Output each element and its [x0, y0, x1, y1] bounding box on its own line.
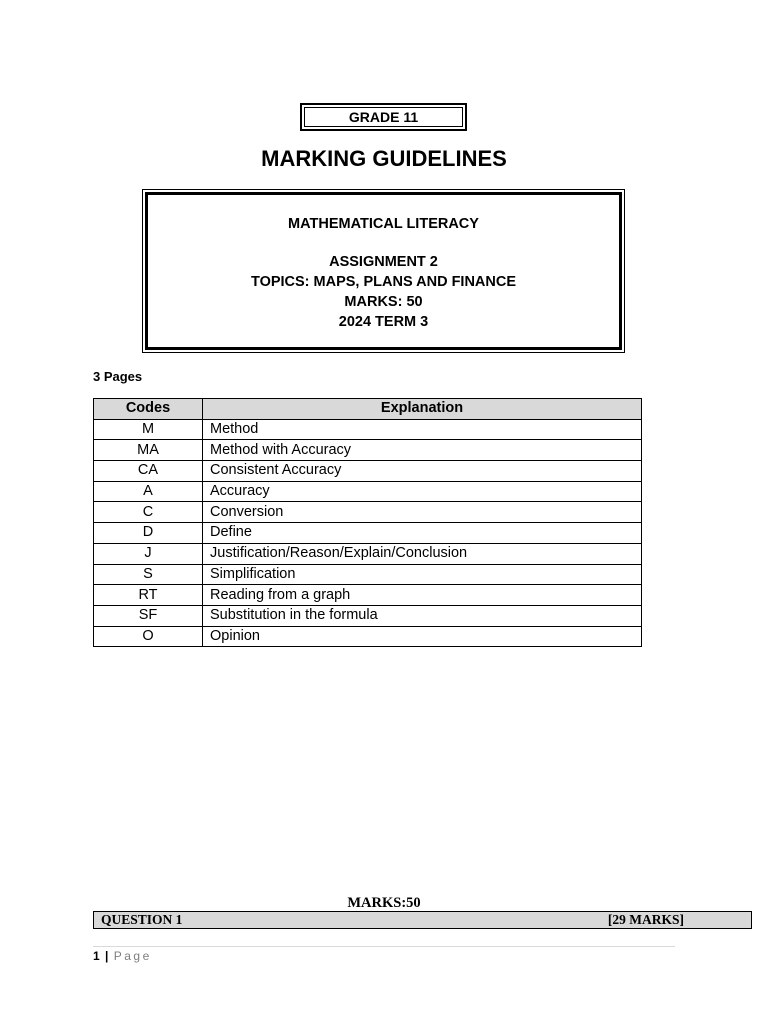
table-row [94, 605, 642, 626]
code-cell: S [94, 564, 203, 585]
assignment-label: ASSIGNMENT 2 [329, 254, 438, 270]
marking-codes-table [93, 398, 642, 647]
table-row [94, 585, 642, 606]
column-header-codes: Codes [94, 399, 203, 420]
explanation-cell: Method [203, 419, 642, 440]
table-row [94, 481, 642, 502]
table-row [94, 564, 642, 585]
marks-label: MARKS: 50 [344, 294, 423, 310]
page-number: 1 [93, 949, 100, 963]
table-row [94, 440, 642, 461]
code-cell: D [94, 523, 203, 544]
explanation-cell: Method with Accuracy [203, 440, 642, 461]
explanation-cell: Opinion [203, 626, 642, 647]
column-header-explanation: Explanation [203, 399, 642, 420]
footer-separator: | [105, 949, 109, 963]
code-cell: M [94, 419, 203, 440]
term-label: 2024 TERM 3 [338, 314, 429, 330]
table-row [94, 419, 642, 440]
page-label: Page [113, 949, 152, 963]
table-row [94, 543, 642, 564]
explanation-cell: Consistent Accuracy [203, 461, 642, 482]
code-cell: J [94, 543, 203, 564]
question-marks: [29 MARKS] [607, 912, 684, 927]
code-cell: RT [94, 585, 203, 606]
code-cell: CA [94, 461, 203, 482]
subject-label: MATHEMATICAL LITERACY [288, 216, 479, 232]
table-row [94, 523, 642, 544]
topics-label: TOPICS: MAPS, PLANS AND FINANCE [250, 274, 517, 290]
explanation-cell: Define [203, 523, 642, 544]
table-header-row [94, 399, 642, 420]
explanation-cell: Conversion [203, 502, 642, 523]
table-row [94, 502, 642, 523]
page-footer [93, 949, 152, 963]
code-cell: O [94, 626, 203, 647]
explanation-cell: Simplification [203, 564, 642, 585]
footer-divider [93, 946, 675, 947]
explanation-cell: Reading from a graph [203, 585, 642, 606]
table-row [94, 626, 642, 647]
grade-label: GRADE 11 [304, 107, 463, 127]
explanation-cell: Justification/Reason/Explain/Conclusion [203, 543, 642, 564]
page-count-note: 3 Pages [93, 369, 143, 384]
explanation-cell: Substitution in the formula [203, 605, 642, 626]
assignment-info-box [142, 189, 625, 353]
grade-box [300, 103, 467, 131]
table-row [94, 461, 642, 482]
code-cell: SF [94, 605, 203, 626]
code-cell: MA [94, 440, 203, 461]
explanation-cell: Accuracy [203, 481, 642, 502]
page-title: MARKING GUIDELINES [261, 146, 507, 171]
code-cell: A [94, 481, 203, 502]
question-header-bar [93, 911, 752, 929]
code-cell: C [94, 502, 203, 523]
total-marks-heading: MARKS:50 [347, 895, 421, 911]
question-label: QUESTION 1 [101, 912, 183, 927]
